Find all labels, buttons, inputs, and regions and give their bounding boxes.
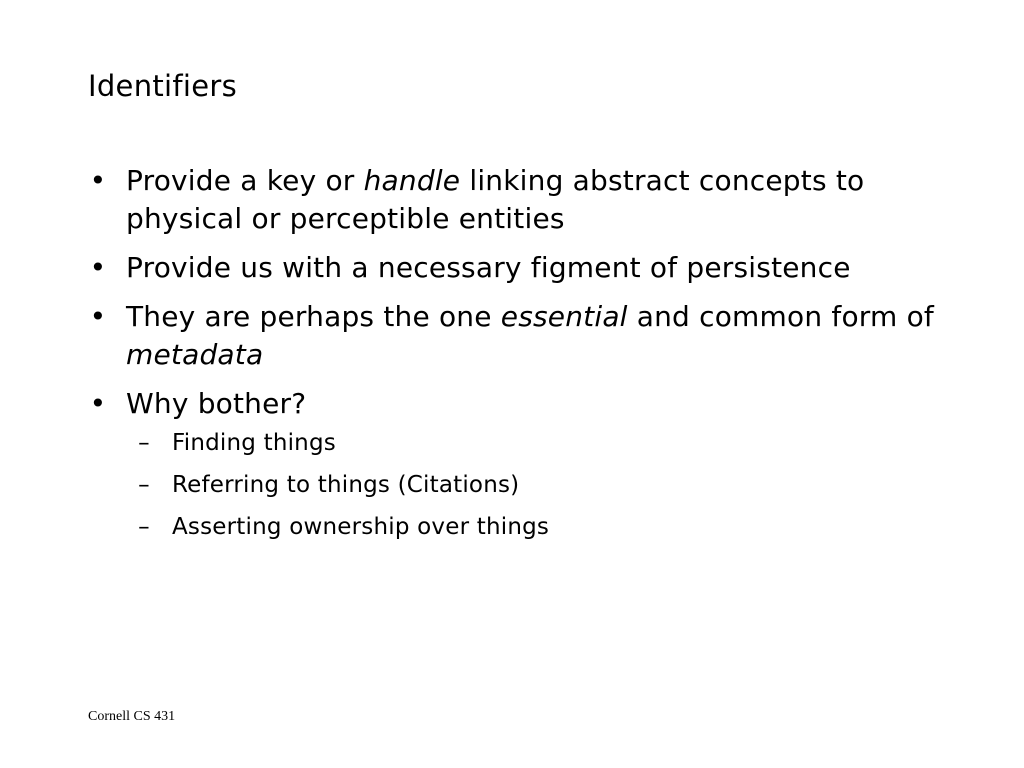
bullet-text xyxy=(126,164,864,235)
sub-bullet-marker: – xyxy=(138,514,150,540)
bullet-emphasis: essential xyxy=(500,300,628,333)
sub-bullet-list xyxy=(88,428,968,542)
bullet-text xyxy=(126,300,934,371)
bullet-text xyxy=(126,387,306,420)
footer-text: Cornell CS 431 xyxy=(88,709,176,724)
sub-bullet-item xyxy=(88,512,968,542)
bullet-marker: • xyxy=(89,300,107,333)
bullet-segment: Provide a key or xyxy=(126,164,364,197)
bullet-item xyxy=(88,249,968,287)
bullet-segment: Why bother? xyxy=(126,387,307,420)
bullet-segment: They are perhaps the one xyxy=(126,300,501,333)
slide-title: Identifiers xyxy=(88,69,238,103)
sub-bullet-text: Referring to things (Citations) xyxy=(172,472,520,498)
bullet-marker: • xyxy=(89,251,107,284)
sub-bullet-marker: – xyxy=(138,472,150,498)
sub-bullet-marker: – xyxy=(138,430,150,456)
bullet-marker: • xyxy=(89,164,107,197)
bullet-marker: • xyxy=(89,387,107,420)
bullet-segment: Provide us with a necessary figment of persistence xyxy=(126,251,851,284)
bullet-segment: and common form of xyxy=(627,300,934,333)
sub-bullet-text: Finding things xyxy=(172,430,336,456)
bullet-item xyxy=(88,162,968,238)
sub-bullet-item xyxy=(88,470,968,500)
bullet-item xyxy=(88,385,968,423)
bullet-item xyxy=(88,298,968,374)
sub-list-container xyxy=(88,428,968,542)
sub-bullet-text: Asserting ownership over things xyxy=(172,514,550,540)
sub-bullet-item xyxy=(88,428,968,458)
bullet-emphasis: metadata xyxy=(126,338,264,371)
bullet-list xyxy=(88,162,968,554)
bullet-segment: linking abstract concepts to physical or perceptible entities xyxy=(126,164,865,235)
bullet-emphasis: handle xyxy=(363,164,461,197)
bullet-text xyxy=(126,251,851,284)
